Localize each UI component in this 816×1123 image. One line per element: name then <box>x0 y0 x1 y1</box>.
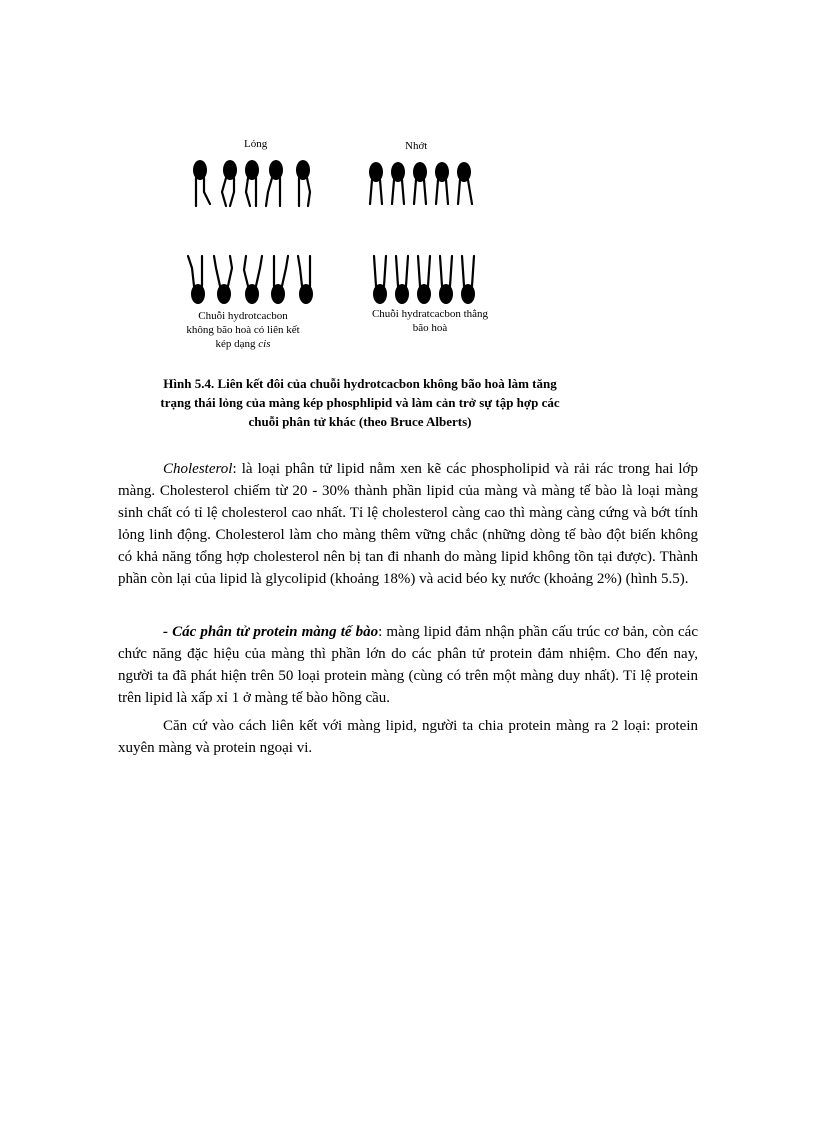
term-cholesterol: Cholesterol <box>163 461 233 477</box>
lipid-diagram <box>160 156 520 306</box>
subcaption-saturated: Chuỗi hydratcacbon thẳng bão hoà <box>371 308 489 334</box>
left-bottom-leaflet <box>188 256 313 304</box>
paragraph-membrane-proteins: - Các phân tử protein màng tế bào: màng lipid đảm nhận phần cấu trúc cơ bản, còn các chức năng đặc hiệu của màng thì phần lớn do các phân tử protein đảm nhiệm. Cho đến nay, người ta đã phát hiện trên 50 loại protein màng (cùng có trên một màng duy nhất). Tỉ lệ protein trên lipid là xấp xỉ 1 ở màng tế bào hồng cầu. <box>118 624 698 706</box>
label-liquid: Lỏng <box>244 138 268 150</box>
heading-membrane-proteins: - Các phân tử protein màng tế bào <box>163 624 379 640</box>
subcaption-unsaturated: Chuỗi hydrotcacbon không bão hoà có liên kết kép dạng cis <box>186 310 300 350</box>
right-bottom-leaflet <box>373 256 475 304</box>
right-top-leaflet <box>369 162 472 204</box>
lipid-bilayer-figure <box>160 132 520 362</box>
label-viscous: Nhớt <box>405 140 428 152</box>
paragraph-cholesterol: Cholesterol: là loại phân tử lipid nằm xen kẽ các phospholipid và rải rác trong hai lớp màng. Cholesterol chiếm từ 20 - 30% thành phần lipid của màng và màng tế bào là loại màng sinh chất có tỉ lệ cholesterol cao nhất. Tỉ lệ cholesterol càng cao thì màng càng cứng và bớt tính lỏng linh động. Cholesterol làm cho màng thêm vững chắc (những dòng tế bào đột biến không có khả năng tổng hợp cholesterol nên bị tan đi nhanh do màng lipid không tồn tại được). Thành phần còn lại của lipid là glycolipid (khoảng 18%) và acid béo kỵ nước (khoảng 2%) (hình 5.5). <box>118 461 698 587</box>
paragraph-protein-types: Căn cứ vào cách liên kết với màng lipid, người ta chia protein màng ra 2 loại: protein xuyên màng và protein ngoại vi. <box>118 718 698 756</box>
left-top-leaflet <box>193 160 310 206</box>
figure-caption: Hình 5.4. Liên kết đôi của chuỗi hydrotcacbon không bão hoà làm tăng trạng thái lỏng của màng kép phosphlipid và làm cản trở sự tập hợp các chuỗi phân tử khác (theo Bruce Alberts) <box>160 376 560 429</box>
